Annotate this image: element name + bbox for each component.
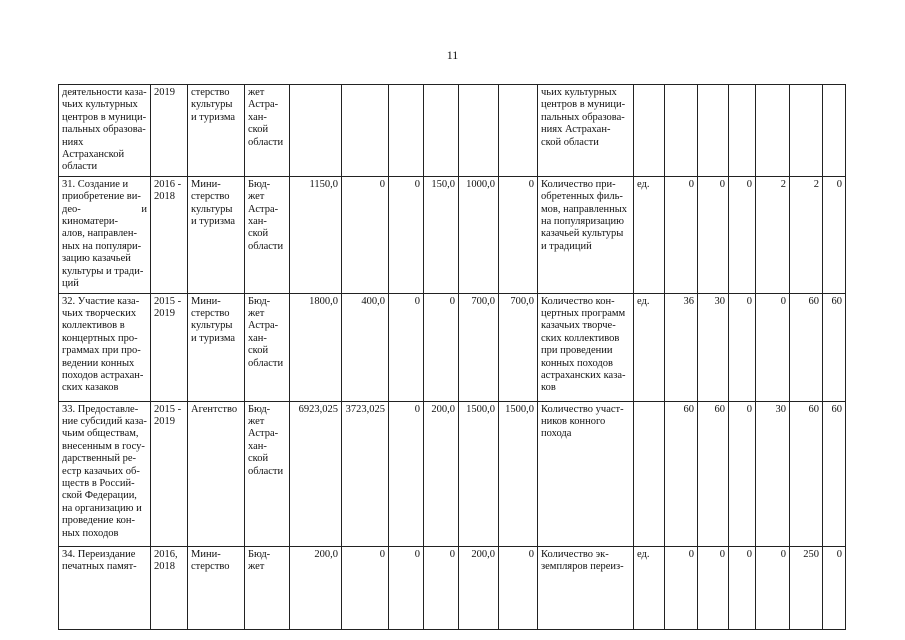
total-amount-cell: 6923,025: [290, 401, 342, 546]
year-amount-cell: 0: [389, 293, 424, 401]
indicator-value-cell: 0: [729, 176, 756, 293]
indicator-value-cell: 60: [823, 401, 846, 546]
activity-name-cell: 33. Предоставле- ние субсидий каза- чьим обществам, внесенным в госу- дарственный ре- естр казачьих об- ществ в Россий- ской Федерации, на организацию и проведение кон- ных походов: [59, 401, 151, 546]
indicator-cell: Количество участ- ников конного похода: [538, 401, 634, 546]
indicator-value-cell: 0: [665, 546, 698, 629]
indicator-value-cell: 60: [790, 401, 823, 546]
period-cell: 2015 - 2019: [151, 401, 188, 546]
unit-cell: [634, 85, 665, 177]
unit-cell: ед.: [634, 293, 665, 401]
funding-source-cell: Бюд- жет Астра- хан- ской области: [245, 401, 290, 546]
indicator-value-cell: 36: [665, 293, 698, 401]
year-amount-cell: 0: [424, 293, 459, 401]
year-amount-cell: 0: [389, 176, 424, 293]
indicator-value-cell: [665, 85, 698, 177]
indicator-value-cell: 0: [698, 546, 729, 629]
unit-cell: ед.: [634, 176, 665, 293]
activity-name-cell: 34. Переиздание печатных памят-: [59, 546, 151, 629]
unit-cell: ед.: [634, 546, 665, 629]
year-amount-cell: 1500,0: [499, 401, 538, 546]
period-cell: 2016 - 2018: [151, 176, 188, 293]
year-amount-cell: [424, 85, 459, 177]
total-amount-cell: [290, 85, 342, 177]
year-amount-cell: [459, 85, 499, 177]
unit-cell: [634, 401, 665, 546]
year-amount-cell: [499, 85, 538, 177]
executor-cell: Мини- стерство: [188, 546, 245, 629]
year-amount-cell: 0: [424, 546, 459, 629]
indicator-value-cell: 60: [665, 401, 698, 546]
table-row: [59, 85, 846, 177]
year-amount-cell: 0: [499, 546, 538, 629]
year-amount-cell: 0: [342, 546, 389, 629]
funding-source-cell: Бюд- жет Астра- хан- ской области: [245, 293, 290, 401]
executor-cell: Мини- стерство культуры и туризма: [188, 176, 245, 293]
funding-source-cell: жет Астра- хан- ской области: [245, 85, 290, 177]
year-amount-cell: 700,0: [499, 293, 538, 401]
year-amount-cell: 0: [389, 546, 424, 629]
indicator-value-cell: 2: [756, 176, 790, 293]
year-amount-cell: 200,0: [459, 546, 499, 629]
year-amount-cell: [389, 85, 424, 177]
year-amount-cell: 0: [499, 176, 538, 293]
indicator-value-cell: [698, 85, 729, 177]
indicator-value-cell: 60: [823, 293, 846, 401]
indicator-value-cell: 0: [756, 546, 790, 629]
year-amount-cell: 1500,0: [459, 401, 499, 546]
indicator-value-cell: 0: [756, 293, 790, 401]
indicator-value-cell: 30: [698, 293, 729, 401]
year-amount-cell: 3723,025: [342, 401, 389, 546]
year-amount-cell: 0: [389, 401, 424, 546]
indicator-cell: Количество эк- земпляров переиз-: [538, 546, 634, 629]
executor-cell: Мини- стерство культуры и туризма: [188, 293, 245, 401]
indicator-value-cell: 0: [665, 176, 698, 293]
year-amount-cell: 1000,0: [459, 176, 499, 293]
indicator-cell: чьих культурных центров в муници- пальных образова- ниях Астрахан- ской области: [538, 85, 634, 177]
activity-name-cell: деятельности каза- чьих культурных центров в муници- пальных образова- ниях Астраханской области: [59, 85, 151, 177]
activity-name-cell: 32. Участие каза- чьих творческих коллективов в концертных про- граммах при про- ведении конных походов астрахан- ских казаков: [59, 293, 151, 401]
table-row: [59, 546, 846, 629]
funding-source-cell: Бюд- жет Астра- хан- ской области: [245, 176, 290, 293]
year-amount-cell: 700,0: [459, 293, 499, 401]
period-cell: 2016, 2018: [151, 546, 188, 629]
indicator-value-cell: 2: [790, 176, 823, 293]
period-cell: 2015 - 2019: [151, 293, 188, 401]
year-amount-cell: 200,0: [424, 401, 459, 546]
indicator-cell: Количество кон- цертных программ казачьих творче- ских коллективов при проведении конных походов астраханских каза- ков: [538, 293, 634, 401]
indicator-value-cell: 0: [729, 401, 756, 546]
period-cell: 2019: [151, 85, 188, 177]
program-activities-table: [58, 84, 846, 630]
indicator-cell: Количество при- обретенных филь- мов, направленных на популяризацию казачьей культуры и традиций: [538, 176, 634, 293]
table-row: [59, 176, 846, 293]
table-row: [59, 401, 846, 546]
indicator-value-cell: [756, 85, 790, 177]
indicator-value-cell: [790, 85, 823, 177]
table-row: [59, 293, 846, 401]
funding-source-cell: Бюд- жет: [245, 546, 290, 629]
indicator-value-cell: 0: [698, 176, 729, 293]
indicator-value-cell: 60: [790, 293, 823, 401]
indicator-value-cell: [729, 85, 756, 177]
indicator-value-cell: 60: [698, 401, 729, 546]
total-amount-cell: 1150,0: [290, 176, 342, 293]
activity-name-cell: 31. Создание и приобретение ви- део- и киноматери- алов, направлен- ных на популяри- зацию казачьей культуры и тради- ций: [59, 176, 151, 293]
total-amount-cell: 200,0: [290, 546, 342, 629]
page-number: 11: [446, 48, 459, 62]
indicator-value-cell: [823, 85, 846, 177]
indicator-value-cell: 250: [790, 546, 823, 629]
indicator-value-cell: 30: [756, 401, 790, 546]
year-amount-cell: 0: [342, 176, 389, 293]
executor-cell: стерство культуры и туризма: [188, 85, 245, 177]
indicator-value-cell: 0: [729, 546, 756, 629]
indicator-value-cell: 0: [729, 293, 756, 401]
year-amount-cell: 400,0: [342, 293, 389, 401]
year-amount-cell: 150,0: [424, 176, 459, 293]
indicator-value-cell: 0: [823, 546, 846, 629]
indicator-value-cell: 0: [823, 176, 846, 293]
total-amount-cell: 1800,0: [290, 293, 342, 401]
executor-cell: Агентство: [188, 401, 245, 546]
year-amount-cell: [342, 85, 389, 177]
